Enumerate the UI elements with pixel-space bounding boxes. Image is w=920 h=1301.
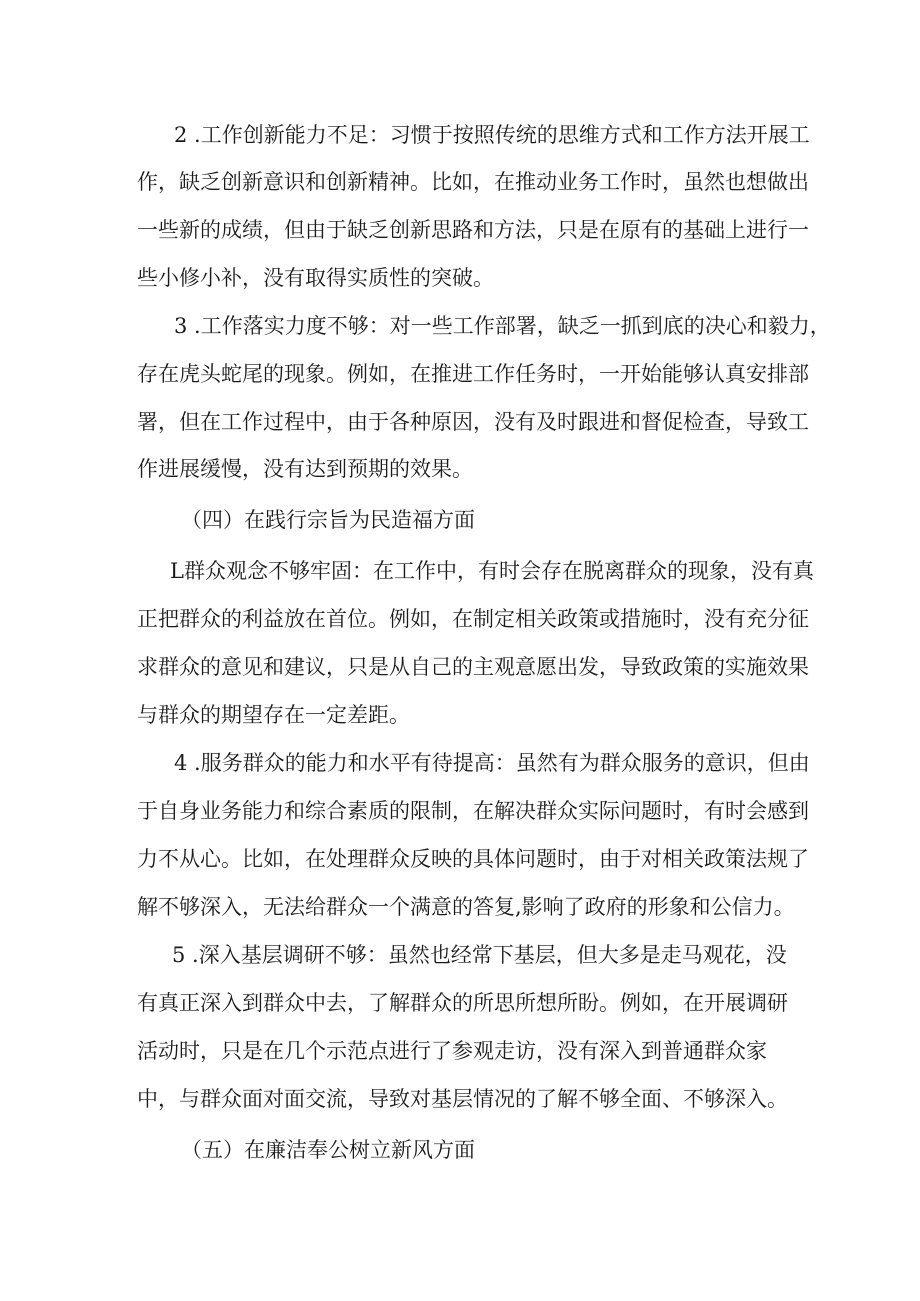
text-line: 些小修小补，没有取得实质性的突破。 (137, 266, 494, 290)
text-line: 于自身业务能力和综合素质的限制，在解决群众实际问题时，有时会感到 (137, 799, 809, 823)
text-line: 2 .工作创新能力不足：习惯于按照传统的思维方式和工作方法开展工 (174, 123, 810, 147)
text-line: 存在虎头蛇尾的现象。例如，在推进工作任务时，一开始能够认真安排部 (137, 362, 809, 386)
text-line: 中，与群众面对面交流，导致对基层情况的了解不够全面、不够深入。 (137, 1087, 788, 1111)
text-line: 3 .工作落实力度不够：对一些工作部署，缺乏一抓到底的决心和毅力， (174, 314, 831, 338)
text-line: 与群众的期望存在一定差距。 (137, 703, 410, 727)
text-line: 力不从心。比如，在处理群众反映的具体问题时，由于对相关政策法规了 (137, 847, 809, 871)
text-line: 有真正深入到群众中去，了解群众的所思所想所盼。例如，在开展调研 (137, 991, 788, 1015)
text-line: 活动时，只是在几个示范点进行了参观走访，没有深入到普通群众家 (137, 1039, 767, 1063)
text-line: 4 .服务群众的能力和水平有待提高：虽然有为群众服务的意识，但由 (174, 751, 810, 775)
section-heading: （五）在廉洁奉公树立新风方面 (181, 1138, 475, 1162)
text-line: L群众观念不够牢固：在工作中，有时会存在脱离群众的现象，没有真 (170, 559, 814, 583)
section-heading: （四）在践行宗旨为民造福方面 (181, 508, 475, 532)
text-line: 作，缺乏创新意识和创新精神。比如，在推动业务工作时，虽然也想做出 (137, 170, 809, 194)
text-line: 正把群众的利益放在首位。例如，在制定相关政策或措施时，没有充分征 (137, 607, 809, 631)
text-line: 一些新的成绩，但由于缺乏创新思路和方法，只是在原有的基础上进行一 (137, 218, 809, 242)
text-line: 求群众的意见和建议，只是从自己的主观意愿出发，导致政策的实施效果 (137, 655, 809, 679)
text-line: 解不够深入，无法给群众一个满意的答复,影响了政府的形象和公信力。 (137, 895, 795, 919)
text-line: 署，但在工作过程中，由于各种原因，没有及时跟进和督促检查，导致工 (137, 410, 809, 434)
text-line: 作进展缓慢，没有达到预期的效果。 (137, 457, 473, 481)
text-line: 5 .深入基层调研不够：虽然也经常下基层，但大多是走马观花，没 (172, 943, 787, 967)
